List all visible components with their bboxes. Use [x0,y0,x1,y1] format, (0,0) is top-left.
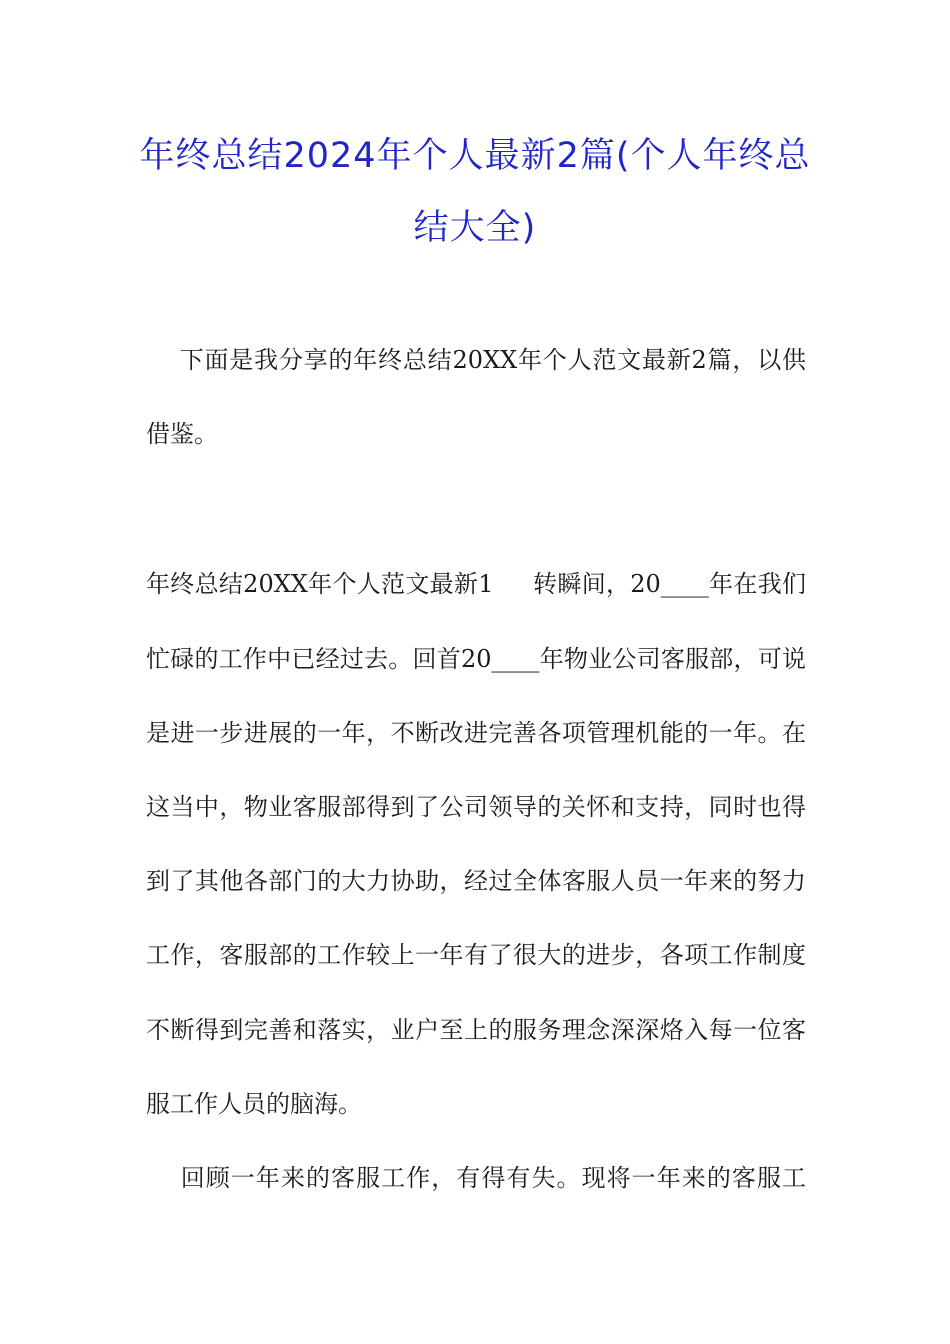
document-title-line-2: 结大全) [413,208,537,248]
section1-line-4: 这当中，物业客服部得到了公司领导的关怀和支持，同时也得 [146,793,806,821]
section1-line-5: 到了其他各部门的大力协助，经过全体客服人员一年来的努力 [146,867,806,895]
section1-line-3: 是进一步进展的一年，不断改进完善各项管理机能的一年。在 [146,719,806,747]
section1-line-8: 服工作人员的脑海。 [146,1090,362,1118]
section1-line-2: 忙碌的工作中已经过去。回首20____年物业公司客服部，可说 [146,645,806,673]
intro-line-2: 借鉴。 [146,420,218,448]
document-title-line-1: 年终总结2024年个人最新2篇(个人年终总 [139,136,811,176]
section1-line-7: 不断得到完善和落实，业户至上的服务理念深深烙入每一位客 [146,1016,806,1044]
section1-line-6: 工作，客服部的工作较上一年有了很大的进步，各项工作制度 [146,941,806,969]
intro-line-1: 下面是我分享的年终总结20XX年个人范文最新2篇，以供 [146,346,806,374]
section2-line-1: 回顾一年来的客服工作，有得有失。现将一年来的客服工 [146,1164,806,1192]
section1-line-1: 年终总结20XX年个人范文最新1 转瞬间，20____年在我们 [146,570,806,598]
